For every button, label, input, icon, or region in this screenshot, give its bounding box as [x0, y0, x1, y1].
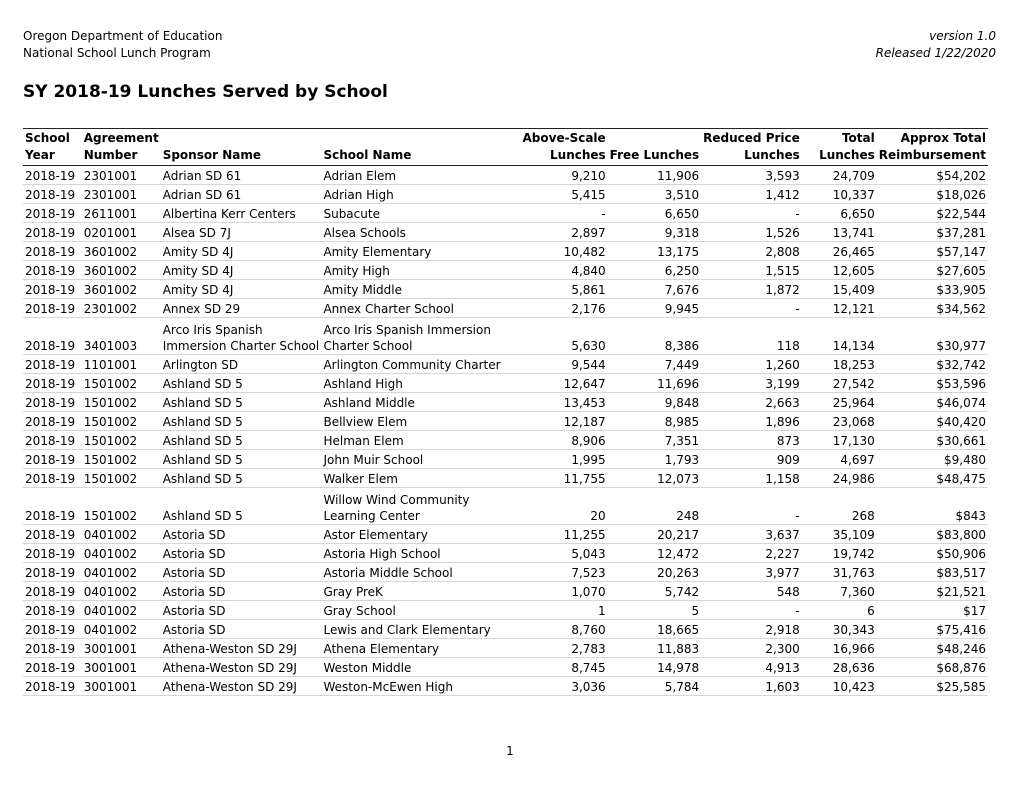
- school-year-cell: 2018-19: [23, 582, 82, 601]
- total-lunches-cell: 16,966: [802, 639, 877, 658]
- sponsor-name-cell: Adrian SD 61: [161, 166, 322, 185]
- table-row: [23, 525, 988, 544]
- school-year-cell: 2018-19: [23, 525, 82, 544]
- above-scale-lunches-cell: 5,630: [521, 318, 608, 355]
- school-name-cell: Astoria Middle School: [321, 563, 520, 582]
- school-year-cell: 2018-19: [23, 393, 82, 412]
- sponsor-name-cell: Ashland SD 5: [161, 374, 322, 393]
- agreement-number-cell: 1501002: [82, 469, 161, 488]
- reduced-price-lunches-cell: 1,260: [701, 355, 802, 374]
- school-name-cell: Arlington Community Charter: [321, 355, 520, 374]
- agreement-number-cell: 3001001: [82, 658, 161, 677]
- school-year-cell: 2018-19: [23, 639, 82, 658]
- table-row: [23, 431, 988, 450]
- table-row: [23, 488, 988, 525]
- reduced-price-lunches-cell: 1,158: [701, 469, 802, 488]
- sponsor-name-cell: Athena-Weston SD 29J: [161, 677, 322, 696]
- free-lunches-cell: 5,742: [608, 582, 701, 601]
- total-lunches-cell: 6: [802, 601, 877, 620]
- above-scale-lunches-cell: 1,995: [521, 450, 608, 469]
- lunches-table: [23, 128, 988, 696]
- total-lunches-cell: 26,465: [802, 242, 877, 261]
- reduced-price-lunches-cell: 3,637: [701, 525, 802, 544]
- above-scale-lunches-cell: 3,036: [521, 677, 608, 696]
- col-header-line-bottom: School Name: [323, 148, 412, 162]
- above-scale-lunches-cell: 8,745: [521, 658, 608, 677]
- table-row: [23, 469, 988, 488]
- agreement-number-cell: 0401002: [82, 601, 161, 620]
- reimbursement-cell: $54,202: [877, 166, 988, 185]
- table-row: [23, 166, 988, 185]
- agreement-number-cell: 1501002: [82, 488, 161, 525]
- free-lunches-cell: 14,978: [608, 658, 701, 677]
- reduced-price-lunches-cell: -: [701, 488, 802, 525]
- school-year-cell: 2018-19: [23, 412, 82, 431]
- col-header-line-top: Above-Scale: [522, 131, 606, 145]
- reduced-price-lunches-cell: 1,603: [701, 677, 802, 696]
- reimbursement-cell: $48,246: [877, 639, 988, 658]
- agreement-number-cell: 0401002: [82, 544, 161, 563]
- above-scale-lunches-cell: 7,523: [521, 563, 608, 582]
- reimbursement-cell: $53,596: [877, 374, 988, 393]
- agreement-number-cell: 1101001: [82, 355, 161, 374]
- above-scale-lunches-cell: 8,760: [521, 620, 608, 639]
- free-lunches-cell: 6,250: [608, 261, 701, 280]
- agreement-number-cell: 3001001: [82, 677, 161, 696]
- free-lunches-cell: 7,351: [608, 431, 701, 450]
- above-scale-lunches-cell: 20: [521, 488, 608, 525]
- school-year-cell: 2018-19: [23, 223, 82, 242]
- reimbursement-cell: $30,977: [877, 318, 988, 355]
- col-header-line-bottom: Lunches: [819, 148, 875, 162]
- school-year-cell: 2018-19: [23, 658, 82, 677]
- reduced-price-lunches-cell: -: [701, 299, 802, 318]
- total-lunches-cell: 28,636: [802, 658, 877, 677]
- school-name-cell: Walker Elem: [321, 469, 520, 488]
- agreement-number-cell: 0401002: [82, 525, 161, 544]
- free-lunches-cell: 7,449: [608, 355, 701, 374]
- school-name-cell: Adrian High: [321, 185, 520, 204]
- free-lunches-cell: 5: [608, 601, 701, 620]
- total-lunches-cell: 18,253: [802, 355, 877, 374]
- total-lunches-cell: 13,741: [802, 223, 877, 242]
- reduced-price-lunches-cell: 1,872: [701, 280, 802, 299]
- agreement-number-cell: 0401002: [82, 582, 161, 601]
- table-row: [23, 639, 988, 658]
- reimbursement-cell: $40,420: [877, 412, 988, 431]
- col-header-top: [802, 129, 877, 166]
- reimbursement-cell: $33,905: [877, 280, 988, 299]
- free-lunches-cell: 9,848: [608, 393, 701, 412]
- reduced-price-lunches-cell: 2,663: [701, 393, 802, 412]
- school-year-cell: 2018-19: [23, 488, 82, 525]
- reduced-price-lunches-cell: -: [701, 204, 802, 223]
- release-date: Released 1/22/2020: [875, 46, 996, 60]
- reduced-price-lunches-cell: 3,593: [701, 166, 802, 185]
- total-lunches-cell: 27,542: [802, 374, 877, 393]
- col-header-line-top: Reduced Price: [703, 131, 800, 145]
- reimbursement-cell: $46,074: [877, 393, 988, 412]
- school-year-cell: 2018-19: [23, 355, 82, 374]
- school-name-cell: Athena Elementary: [321, 639, 520, 658]
- sponsor-name-cell: Ashland SD 5: [161, 412, 322, 431]
- above-scale-lunches-cell: 5,415: [521, 185, 608, 204]
- reimbursement-cell: $843: [877, 488, 988, 525]
- reimbursement-cell: $57,147: [877, 242, 988, 261]
- table-row: [23, 450, 988, 469]
- free-lunches-cell: 12,073: [608, 469, 701, 488]
- col-header-line-bottom: Year: [25, 148, 55, 162]
- report-header-right: [876, 28, 996, 62]
- school-year-cell: 2018-19: [23, 677, 82, 696]
- sponsor-name-cell: Annex SD 29: [161, 299, 322, 318]
- above-scale-lunches-cell: 11,255: [521, 525, 608, 544]
- reduced-price-lunches-cell: 873: [701, 431, 802, 450]
- school-year-cell: 2018-19: [23, 601, 82, 620]
- above-scale-lunches-cell: 2,176: [521, 299, 608, 318]
- col-header-line-bottom: Number: [83, 148, 138, 162]
- total-lunches-cell: 24,709: [802, 166, 877, 185]
- school-name-cell: Gray School: [321, 601, 520, 620]
- col-header-top: [521, 129, 608, 166]
- table-row: [23, 582, 988, 601]
- version-label: version 1.0: [929, 29, 996, 43]
- col-header-line-top: [610, 130, 699, 147]
- table-row: [23, 374, 988, 393]
- free-lunches-cell: 11,883: [608, 639, 701, 658]
- school-name-cell: Lewis and Clark Elementary: [321, 620, 520, 639]
- agreement-number-cell: 3601002: [82, 280, 161, 299]
- school-name-cell: Willow Wind Community Learning Center: [321, 488, 520, 525]
- free-lunches-cell: 5,784: [608, 677, 701, 696]
- col-header-top: [23, 129, 82, 166]
- col-header-top: [608, 129, 701, 166]
- total-lunches-cell: 15,409: [802, 280, 877, 299]
- school-name-cell: Helman Elem: [321, 431, 520, 450]
- table-row: [23, 299, 988, 318]
- reimbursement-cell: $83,517: [877, 563, 988, 582]
- agreement-number-cell: 1501002: [82, 412, 161, 431]
- school-name-cell: Amity Elementary: [321, 242, 520, 261]
- agreement-number-cell: 3001001: [82, 639, 161, 658]
- sponsor-name-cell: Athena-Weston SD 29J: [161, 658, 322, 677]
- col-header-line-top: Total: [841, 131, 875, 145]
- total-lunches-cell: 31,763: [802, 563, 877, 582]
- table-row: [23, 242, 988, 261]
- table-row: [23, 620, 988, 639]
- total-lunches-cell: 7,360: [802, 582, 877, 601]
- col-header-top: [701, 129, 802, 166]
- col-header-line-top: Agreement: [83, 131, 159, 145]
- free-lunches-cell: 8,985: [608, 412, 701, 431]
- school-name-cell: Amity Middle: [321, 280, 520, 299]
- total-lunches-cell: 6,650: [802, 204, 877, 223]
- total-lunches-cell: 17,130: [802, 431, 877, 450]
- col-header-line-top: [323, 130, 518, 147]
- agreement-number-cell: 2301001: [82, 166, 161, 185]
- sponsor-name-cell: Alsea SD 7J: [161, 223, 322, 242]
- free-lunches-cell: 18,665: [608, 620, 701, 639]
- report-header-left: [23, 28, 222, 62]
- school-year-cell: 2018-19: [23, 450, 82, 469]
- reduced-price-lunches-cell: -: [701, 601, 802, 620]
- school-name-cell: Annex Charter School: [321, 299, 520, 318]
- reimbursement-cell: $37,281: [877, 223, 988, 242]
- free-lunches-cell: 3,510: [608, 185, 701, 204]
- reduced-price-lunches-cell: 2,227: [701, 544, 802, 563]
- school-name-cell: Subacute: [321, 204, 520, 223]
- col-header-line-top: Approx Total: [900, 131, 986, 145]
- table-row: [23, 601, 988, 620]
- free-lunches-cell: 6,650: [608, 204, 701, 223]
- sponsor-name-cell: Ashland SD 5: [161, 488, 322, 525]
- agreement-number-cell: 3401003: [82, 318, 161, 355]
- table-row: [23, 658, 988, 677]
- sponsor-name-cell: Adrian SD 61: [161, 185, 322, 204]
- reduced-price-lunches-cell: 2,918: [701, 620, 802, 639]
- reimbursement-cell: $50,906: [877, 544, 988, 563]
- free-lunches-cell: 11,696: [608, 374, 701, 393]
- free-lunches-cell: 9,945: [608, 299, 701, 318]
- reduced-price-lunches-cell: 2,808: [701, 242, 802, 261]
- table-row: [23, 185, 988, 204]
- table-row: [23, 544, 988, 563]
- sponsor-name-cell: Astoria SD: [161, 601, 322, 620]
- school-name-cell: Ashland High: [321, 374, 520, 393]
- program-name: National School Lunch Program: [23, 46, 211, 60]
- free-lunches-cell: 248: [608, 488, 701, 525]
- reimbursement-cell: $9,480: [877, 450, 988, 469]
- school-year-cell: 2018-19: [23, 374, 82, 393]
- school-name-cell: Weston-McEwen High: [321, 677, 520, 696]
- above-scale-lunches-cell: 12,647: [521, 374, 608, 393]
- sponsor-name-cell: Albertina Kerr Centers: [161, 204, 322, 223]
- school-year-cell: 2018-19: [23, 261, 82, 280]
- free-lunches-cell: 20,217: [608, 525, 701, 544]
- page-number: 1: [506, 744, 514, 758]
- above-scale-lunches-cell: 9,544: [521, 355, 608, 374]
- table-row: [23, 355, 988, 374]
- sponsor-name-cell: Ashland SD 5: [161, 450, 322, 469]
- sponsor-name-cell: Astoria SD: [161, 582, 322, 601]
- reimbursement-cell: $30,661: [877, 431, 988, 450]
- sponsor-name-cell: Athena-Weston SD 29J: [161, 639, 322, 658]
- agreement-number-cell: 1501002: [82, 393, 161, 412]
- agreement-number-cell: 0401002: [82, 563, 161, 582]
- table-row: [23, 412, 988, 431]
- table-row: [23, 280, 988, 299]
- col-header-line-bottom: Reimbursement: [878, 148, 986, 162]
- col-header-top: [161, 129, 322, 166]
- col-header-line-bottom: Lunches: [550, 148, 606, 162]
- sponsor-name-cell: Astoria SD: [161, 525, 322, 544]
- total-lunches-cell: 35,109: [802, 525, 877, 544]
- above-scale-lunches-cell: 13,453: [521, 393, 608, 412]
- reimbursement-cell: $25,585: [877, 677, 988, 696]
- reduced-price-lunches-cell: 1,526: [701, 223, 802, 242]
- school-name-cell: Arco Iris Spanish Immersion Charter School: [321, 318, 520, 355]
- school-name-cell: Weston Middle: [321, 658, 520, 677]
- reduced-price-lunches-cell: 548: [701, 582, 802, 601]
- agreement-number-cell: 2611001: [82, 204, 161, 223]
- sponsor-name-cell: Astoria SD: [161, 620, 322, 639]
- above-scale-lunches-cell: 11,755: [521, 469, 608, 488]
- table-row: [23, 563, 988, 582]
- above-scale-lunches-cell: 1: [521, 601, 608, 620]
- reduced-price-lunches-cell: 1,896: [701, 412, 802, 431]
- agreement-number-cell: 2301001: [82, 185, 161, 204]
- above-scale-lunches-cell: 2,897: [521, 223, 608, 242]
- reimbursement-cell: $22,544: [877, 204, 988, 223]
- school-year-cell: 2018-19: [23, 204, 82, 223]
- total-lunches-cell: 23,068: [802, 412, 877, 431]
- free-lunches-cell: 1,793: [608, 450, 701, 469]
- above-scale-lunches-cell: 5,043: [521, 544, 608, 563]
- page-title: SY 2018-19 Lunches Served by School: [23, 82, 388, 102]
- agreement-number-cell: 3601002: [82, 242, 161, 261]
- school-name-cell: Adrian Elem: [321, 166, 520, 185]
- above-scale-lunches-cell: 5,861: [521, 280, 608, 299]
- school-name-cell: Alsea Schools: [321, 223, 520, 242]
- free-lunches-cell: 13,175: [608, 242, 701, 261]
- total-lunches-cell: 12,605: [802, 261, 877, 280]
- school-name-cell: Amity High: [321, 261, 520, 280]
- table-row: [23, 223, 988, 242]
- above-scale-lunches-cell: 9,210: [521, 166, 608, 185]
- total-lunches-cell: 14,134: [802, 318, 877, 355]
- above-scale-lunches-cell: 12,187: [521, 412, 608, 431]
- sponsor-name-cell: Arlington SD: [161, 355, 322, 374]
- col-header-top: [877, 129, 988, 166]
- reimbursement-cell: $18,026: [877, 185, 988, 204]
- school-year-cell: 2018-19: [23, 318, 82, 355]
- reimbursement-cell: $17: [877, 601, 988, 620]
- reduced-price-lunches-cell: 3,977: [701, 563, 802, 582]
- total-lunches-cell: 19,742: [802, 544, 877, 563]
- table-row: [23, 204, 988, 223]
- table-row: [23, 677, 988, 696]
- free-lunches-cell: 7,676: [608, 280, 701, 299]
- above-scale-lunches-cell: 2,783: [521, 639, 608, 658]
- school-name-cell: Ashland Middle: [321, 393, 520, 412]
- reimbursement-cell: $75,416: [877, 620, 988, 639]
- agreement-number-cell: 0201001: [82, 223, 161, 242]
- school-year-cell: 2018-19: [23, 544, 82, 563]
- school-year-cell: 2018-19: [23, 563, 82, 582]
- table-row: [23, 261, 988, 280]
- agreement-number-cell: 3601002: [82, 261, 161, 280]
- sponsor-name-cell: Arco Iris Spanish Immersion Charter School: [161, 318, 322, 355]
- header-row-top: [23, 129, 988, 166]
- reimbursement-cell: $68,876: [877, 658, 988, 677]
- col-header-line-bottom: Free Lunches: [609, 148, 700, 162]
- table-row: [23, 393, 988, 412]
- reimbursement-cell: $83,800: [877, 525, 988, 544]
- above-scale-lunches-cell: 10,482: [521, 242, 608, 261]
- agreement-number-cell: 2301002: [82, 299, 161, 318]
- sponsor-name-cell: Astoria SD: [161, 563, 322, 582]
- sponsor-name-cell: Amity SD 4J: [161, 242, 322, 261]
- total-lunches-cell: 4,697: [802, 450, 877, 469]
- school-name-cell: John Muir School: [321, 450, 520, 469]
- reduced-price-lunches-cell: 118: [701, 318, 802, 355]
- reduced-price-lunches-cell: 2,300: [701, 639, 802, 658]
- total-lunches-cell: 268: [802, 488, 877, 525]
- reimbursement-cell: $27,605: [877, 261, 988, 280]
- agreement-number-cell: 1501002: [82, 374, 161, 393]
- sponsor-name-cell: Ashland SD 5: [161, 393, 322, 412]
- col-header-top: [82, 129, 161, 166]
- total-lunches-cell: 25,964: [802, 393, 877, 412]
- sponsor-name-cell: Ashland SD 5: [161, 431, 322, 450]
- school-year-cell: 2018-19: [23, 280, 82, 299]
- org-name: Oregon Department of Education: [23, 29, 223, 43]
- school-name-cell: Astoria High School: [321, 544, 520, 563]
- above-scale-lunches-cell: -: [521, 204, 608, 223]
- free-lunches-cell: 9,318: [608, 223, 701, 242]
- agreement-number-cell: 0401002: [82, 620, 161, 639]
- school-year-cell: 2018-19: [23, 242, 82, 261]
- school-year-cell: 2018-19: [23, 620, 82, 639]
- reimbursement-cell: $48,475: [877, 469, 988, 488]
- free-lunches-cell: 8,386: [608, 318, 701, 355]
- col-header-line-top: School: [25, 131, 70, 145]
- school-name-cell: Gray PreK: [321, 582, 520, 601]
- free-lunches-cell: 20,263: [608, 563, 701, 582]
- school-year-cell: 2018-19: [23, 469, 82, 488]
- total-lunches-cell: 30,343: [802, 620, 877, 639]
- above-scale-lunches-cell: 8,906: [521, 431, 608, 450]
- col-header-line-bottom: Sponsor Name: [162, 148, 261, 162]
- reduced-price-lunches-cell: 1,515: [701, 261, 802, 280]
- reduced-price-lunches-cell: 3,199: [701, 374, 802, 393]
- total-lunches-cell: 10,337: [802, 185, 877, 204]
- free-lunches-cell: 12,472: [608, 544, 701, 563]
- total-lunches-cell: 10,423: [802, 677, 877, 696]
- school-year-cell: 2018-19: [23, 166, 82, 185]
- school-year-cell: 2018-19: [23, 431, 82, 450]
- free-lunches-cell: 11,906: [608, 166, 701, 185]
- agreement-number-cell: 1501002: [82, 450, 161, 469]
- school-year-cell: 2018-19: [23, 299, 82, 318]
- reduced-price-lunches-cell: 1,412: [701, 185, 802, 204]
- sponsor-name-cell: Astoria SD: [161, 544, 322, 563]
- total-lunches-cell: 12,121: [802, 299, 877, 318]
- table-row: [23, 318, 988, 355]
- col-header-line-top: [163, 130, 320, 147]
- reduced-price-lunches-cell: 4,913: [701, 658, 802, 677]
- school-name-cell: Astor Elementary: [321, 525, 520, 544]
- above-scale-lunches-cell: 4,840: [521, 261, 608, 280]
- above-scale-lunches-cell: 1,070: [521, 582, 608, 601]
- sponsor-name-cell: Ashland SD 5: [161, 469, 322, 488]
- reimbursement-cell: $32,742: [877, 355, 988, 374]
- reimbursement-cell: $34,562: [877, 299, 988, 318]
- col-header-line-bottom: Lunches: [744, 148, 800, 162]
- total-lunches-cell: 24,986: [802, 469, 877, 488]
- sponsor-name-cell: Amity SD 4J: [161, 261, 322, 280]
- agreement-number-cell: 1501002: [82, 431, 161, 450]
- school-year-cell: 2018-19: [23, 185, 82, 204]
- sponsor-name-cell: Amity SD 4J: [161, 280, 322, 299]
- reduced-price-lunches-cell: 909: [701, 450, 802, 469]
- reimbursement-cell: $21,521: [877, 582, 988, 601]
- table-body: [23, 166, 988, 696]
- school-name-cell: Bellview Elem: [321, 412, 520, 431]
- col-header-top: [321, 129, 520, 166]
